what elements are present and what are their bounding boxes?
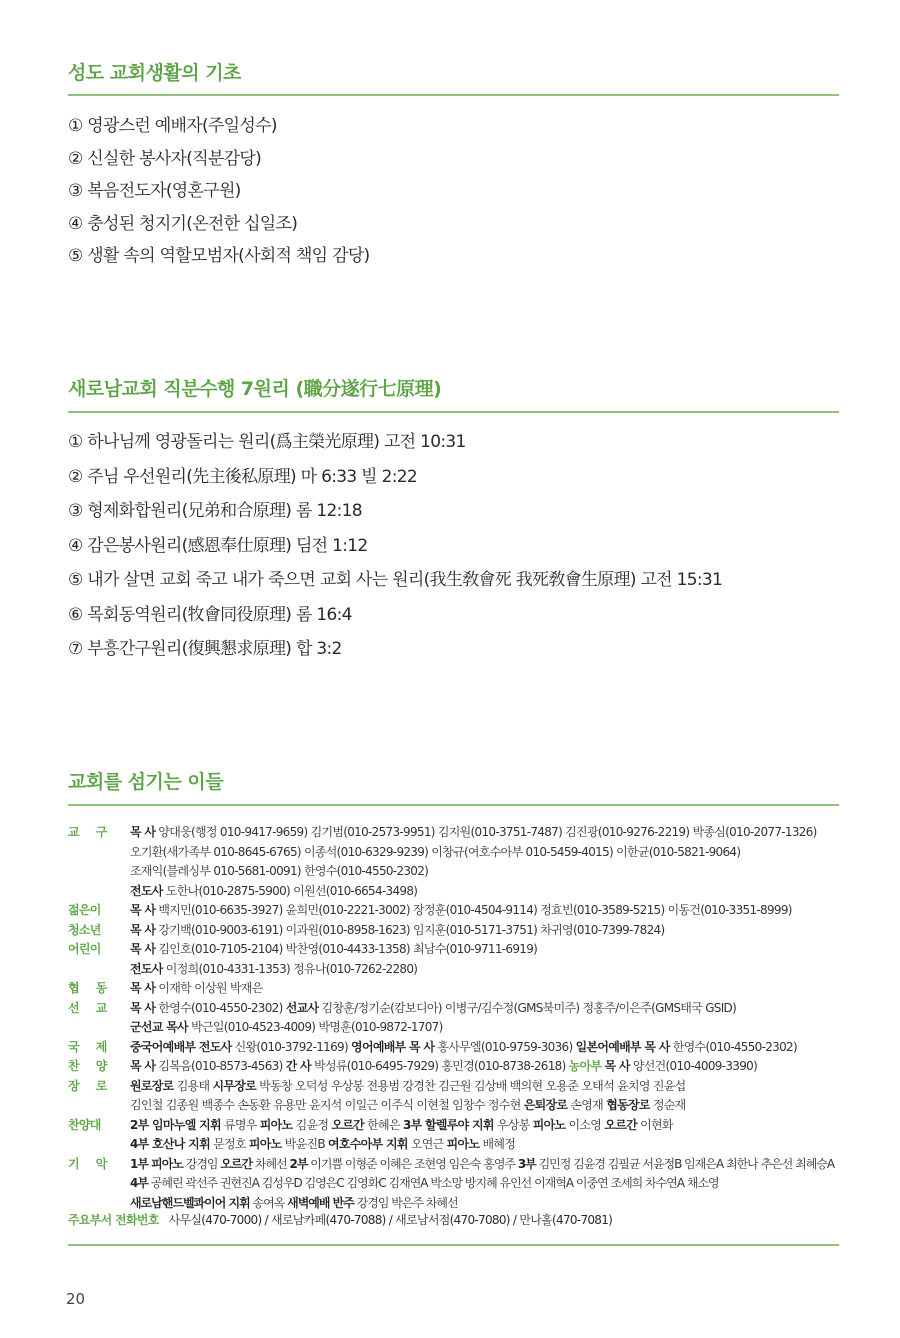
role-label: 간 사 [285,1059,311,1073]
staff-names: 양대웅(행정 010-9417-9659) 김기범(010-2573-9951) 김지원(010-3751-7487) 김진광(010-9276-2219) 박종심(010-2077-1326) [155,825,817,839]
role-label: 선교사 [285,1000,319,1015]
role-label: 피아노 [446,1137,480,1151]
role-label: 시무장로 [212,1078,257,1093]
staff-label: 국 제 [68,1039,114,1054]
role-label: 전도사 [130,961,163,976]
staff-row-gyogu [68,823,848,901]
role-label: 피아노 [248,1137,282,1151]
role-label: 1부 피아노 [130,1156,183,1171]
role-label: 중국어예배부 전도사 [130,1039,232,1054]
role-label: 오르간 [604,1117,637,1132]
staff-row-choir [68,1116,848,1155]
principles-list [68,425,722,667]
role-label: 목 사 [130,942,156,956]
role-label: 일본어예배부 목 사 [575,1039,670,1054]
staff-row-instruments [68,1155,848,1214]
role-label: 피아노 [259,1117,293,1132]
staff-names: 강경임 박은주 차혜선 [353,1195,458,1210]
basics-divider [68,94,839,96]
staff-label: 어린이 [68,942,101,956]
role-label: 목 사 [130,981,156,995]
list-item: ② 신실한 봉사자(직분감당) [68,148,262,169]
staff-row-intl [68,1038,848,1058]
role-label: 목 사 [130,825,156,839]
staff-label: 청소년 [68,922,101,937]
staff-names: 박동창 오덕성 우상봉 전용범 강경찬 김근원 김상배 백의현 오용준 오태석 윤치영 진윤섭 [256,1078,686,1093]
staff-names: 우상봉 [493,1117,533,1132]
staff-names: 이현화 [637,1117,673,1132]
staff-names: 양선건(010-4009-3390) [629,1059,758,1073]
staff-names: 송여옥 [249,1195,288,1210]
staff-names: 홍사무엘(010-9759-3036) [434,1039,576,1054]
staff-row-teen [68,921,848,941]
list-item: ③ 형제화합원리(兄弟和合原理) 롬 12:18 [68,501,362,521]
staff-names: 신왕(010-3792-1169) [231,1039,352,1054]
role-label: 은퇴장로 [523,1098,568,1112]
staff-names: 도한나(010-2875-5900) 이원선(010-6654-3498) [162,883,418,898]
staff-row-mission [68,999,848,1038]
role-label: 여호수아부 지휘 [328,1137,408,1151]
role-label: 2부 임마누엘 지휘 [130,1117,221,1132]
role-label: 4부 [130,1176,148,1190]
staff-names: 조재익(블레싱부 010-5681-0091) 한영수(010-4550-2302) [130,864,429,878]
list-item: ① 하나님께 영광돌리는 원리(爲主榮光原理) 고전 10:31 [68,432,466,452]
role-label: 3부 [517,1156,536,1171]
staff-names: 김용태 [173,1078,213,1093]
staff-names: 한영수(010-4550-2302) [669,1039,797,1054]
staff-names: 한영수(010-4550-2302) [155,1000,286,1015]
role-label: 목 사 [130,903,156,917]
staff-label: 기 악 [68,1156,114,1171]
staff-names: 강기백(010-9003-6191) 이과원(010-8958-1623) 임지훈(010-5171-3751) 차귀영(010-7399-7824) [155,922,665,937]
role-label: 군선교 목사 [130,1020,188,1034]
staff-label: 선 교 [68,1000,114,1015]
staff-names: 손영재 [567,1098,607,1112]
staff-row-kids [68,940,848,979]
list-item: ⑥ 목회동역원리(牧會同役原理) 롬 16:4 [68,604,352,625]
staff-label: 장 로 [68,1078,114,1093]
role-label: 2부 [289,1156,308,1171]
staff-names: 김복음(010-8573-4563) [155,1059,286,1073]
role-label: 전도사 [130,883,163,898]
role-label: 오르간 [220,1156,253,1171]
staff-names: 한혜은 [364,1117,403,1132]
staff-names: 백지민(010-6635-3927) 윤희민(010-2221-3002) 장정훈(010-4504-9114) 정효빈(010-3589-5215) 이동건(010-3351-8999) [155,903,792,917]
role-label: 3부 할렐루야 지휘 [402,1117,494,1132]
role-label: 원로장로 [130,1078,174,1093]
role-label: 목 사 [130,1059,156,1073]
staff-names: 오기환(새가족부 010-8645-6765) 이종석(010-6329-9239) 이창규(여호수아부 010-5459-4015) 이한균(010-5821-9064) [130,844,741,859]
staff-names: 류명우 [220,1117,260,1132]
phones-label: 주요부서 전화번호 [68,1213,159,1227]
phones-text: 사무실(470-7000) / 새로남카페(470-7088) / 새로남서점(470-7080) / 만나홀(470-7081) [168,1213,613,1227]
role-label: 목 사 [130,1000,156,1015]
staff-names: 김창훈/정기순(캄보디아) 이병구/김수정(GMS북미주) 정홍주/이은주(GMS태국 GSID) [318,1000,737,1015]
staff-names: 공혜린 곽선주 권현진A 김성우D 김영은C 김영화C 김재연A 박소망 방지혜 유인선 이재혁A 이중연 조세희 차수연A 채소영 [147,1176,719,1190]
staff-row-coop [68,979,848,999]
staff-names: 차혜선 [252,1156,290,1171]
staff-title: 교회를 섬기는 이들 [68,771,224,793]
staff-names: 이소영 [565,1117,605,1132]
staff-label: 교 구 [68,825,114,839]
dept-label: 농아부 [568,1059,602,1073]
staff-names: 박윤진B [281,1137,329,1151]
staff-names: 문정호 [209,1137,249,1151]
staff-names: 박근일(010-4523-4009) 박명훈(010-9872-1707) [187,1020,443,1034]
staff-row-youth [68,901,848,921]
staff-names: 김인호(010-7105-2104) 박찬영(010-4433-1358) 최남수(010-9711-6919) [155,942,538,956]
list-item: ⑤ 내가 살면 교회 죽고 내가 죽으면 교회 사는 원리(我生敎會死 我死敎會生原理) 고전 15:31 [68,570,723,590]
staff-names: 김민정 김윤경 김필균 서윤정B 임재은A 최한나 추은선 최혜승A [535,1156,835,1171]
list-item: ⑤ 생활 속의 역할모범자(사회적 책임 감당) [68,246,370,266]
role-label: 새벽예배 반주 [287,1195,354,1210]
staff-directory [68,823,848,1213]
staff-names: 정순재 [649,1098,686,1112]
list-item: ④ 충성된 청지기(온전한 십일조) [68,213,298,234]
role-label: 새로남핸드벨콰이어 지휘 [130,1195,250,1210]
role-label: 4부 호산나 지휘 [130,1137,210,1151]
list-item: ⑦ 부흥간구원리(復興懇求原理) 합 3:2 [68,639,342,659]
staff-label: 찬양대 [68,1117,101,1132]
staff-divider [68,804,839,806]
staff-names: 김윤정 [292,1117,332,1132]
staff-names: 배혜정 [479,1137,516,1151]
staff-label: 찬 양 [68,1059,114,1073]
staff-row-praise [68,1057,848,1077]
staff-names: 오연근 [407,1137,447,1151]
page-number: 20 [66,1290,86,1308]
staff-names: 이정희(010-4331-1353) 정유나(010-7262-2280) [162,961,418,976]
list-item: ③ 복음전도자(영혼구원) [68,181,241,201]
role-label: 피아노 [532,1117,566,1132]
staff-row-elders [68,1077,848,1116]
role-label: 목 사 [130,922,156,937]
staff-label: 협 동 [68,981,114,995]
basics-title: 성도 교회생활의 기초 [68,62,241,84]
staff-names: 김인철 김종원 백종수 손동환 유용만 윤지석 이일근 이주식 이현철 임창수 정수현 [130,1098,524,1112]
role-label: 영어예배부 목 사 [351,1039,435,1054]
role-label: 오르간 [331,1117,365,1132]
list-item: ② 주님 우선원리(先主後私原理) 마 6:33 빌 2:22 [68,466,417,487]
principles-title: 새로남교회 직분수행 7원리 (職分遂行七原理) [68,378,442,400]
staff-names: 이기쁨 이형준 이혜은 조현영 임은숙 홍영주 [307,1156,518,1171]
staff-names: 이재학 이상원 박재은 [155,981,263,995]
basics-list [68,110,369,273]
bottom-divider [68,1244,839,1246]
staff-label: 젊은이 [68,903,101,917]
role-label: 목 사 [604,1059,630,1073]
phone-directory [68,1211,612,1231]
staff-names: 박성류(010-6495-7929) 홍민경(010-8738-2618) [310,1059,569,1073]
list-item: ④ 감은봉사원리(感恩奉仕原理) 딤전 1:12 [68,535,368,556]
role-label: 협동장로 [606,1098,650,1112]
list-item: ① 영광스런 예배자(주일성수) [68,116,277,136]
principles-divider [68,411,839,413]
staff-names: 강경임 [182,1156,221,1171]
